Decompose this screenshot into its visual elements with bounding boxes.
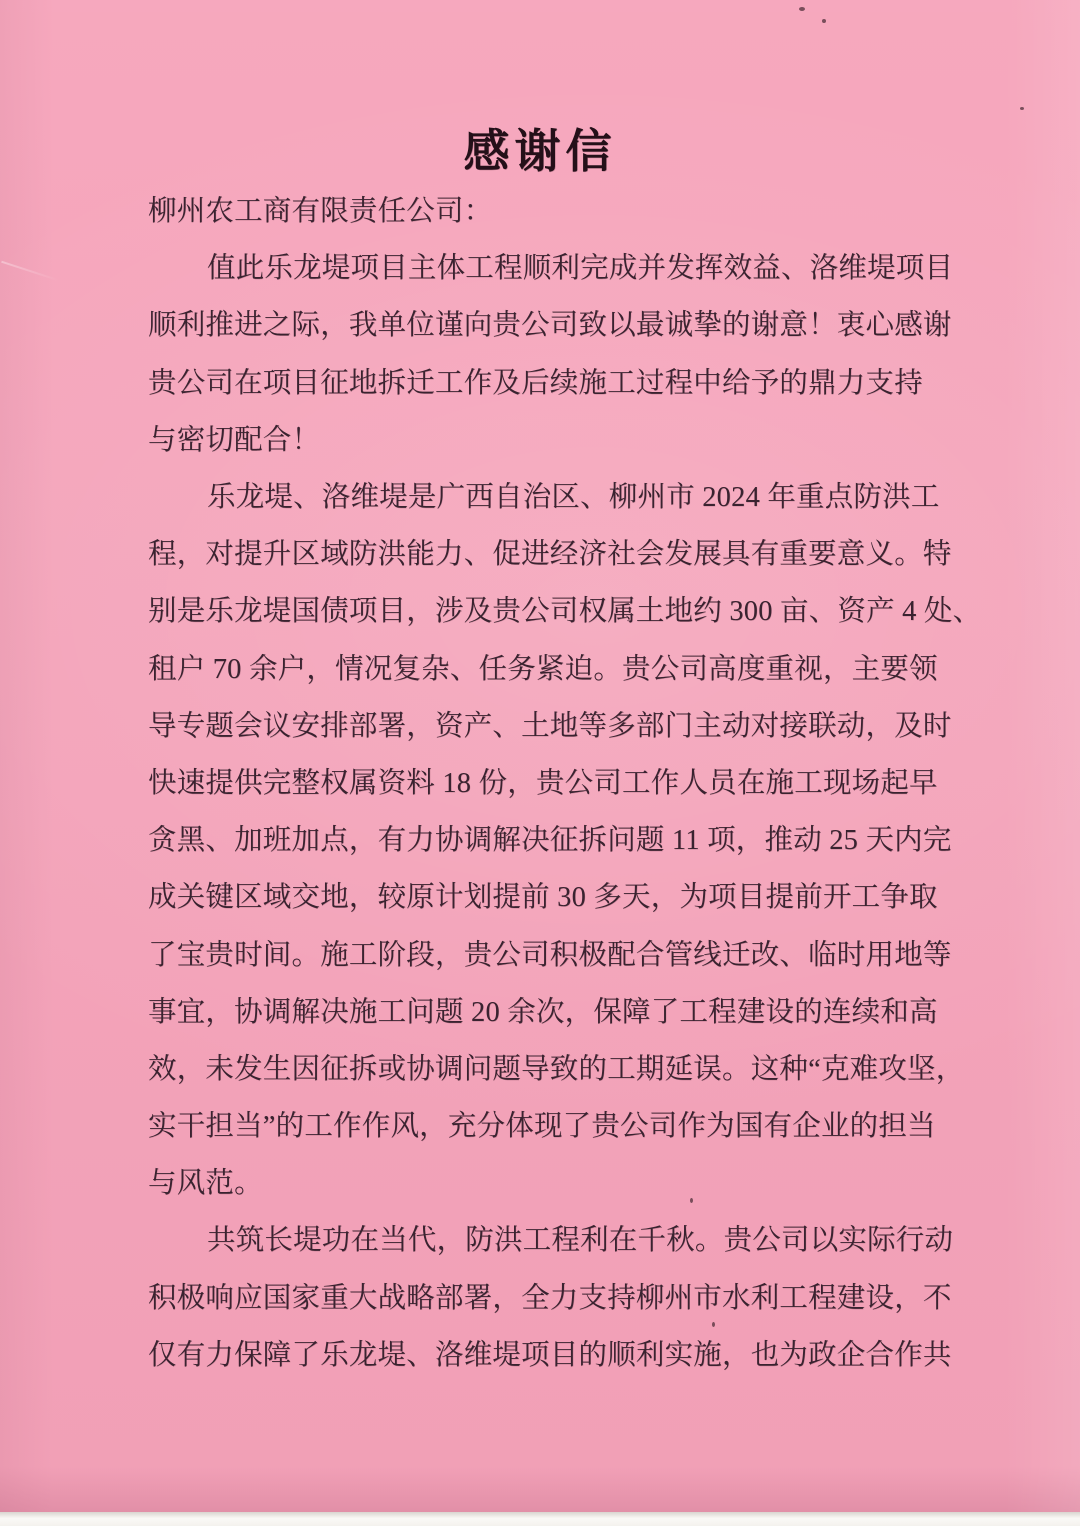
- letter-line: 快速提供完整权属资料 18 份，贵公司工作人员在施工现场起早: [148, 767, 938, 799]
- letter-line: 乐龙堤、洛维堤是广西自治区、柳州市 2024 年重点防洪工: [207, 482, 940, 514]
- letter-line: 与密切配合！: [148, 424, 321, 456]
- scan-speck: [712, 1322, 715, 1327]
- letter-line: 积极响应国家重大战略部署，全力支持柳州市水利工程建设，不: [148, 1282, 952, 1314]
- scan-speck: [1020, 107, 1024, 110]
- letter-line: 租户 70 余户，情况复杂、任务紧迫。贵公司高度重视，主要领: [148, 653, 938, 685]
- letter-line: 效，未发生因征拆或协调问题导致的工期延误。这种“克难攻坚，: [148, 1053, 965, 1085]
- scan-edge-strip: [0, 1512, 1080, 1526]
- salutation-line: 柳州农工商有限责任公司：: [148, 196, 493, 228]
- scan-speck: [690, 1198, 693, 1203]
- letter-title: 感谢信: [463, 125, 617, 177]
- scan-speck: [822, 19, 826, 23]
- letter-line: 共筑长堤功在当代，防洪工程利在千秋。贵公司以实际行动: [207, 1225, 954, 1257]
- paper-crease: [1, 261, 59, 281]
- letter-line: 顺利推进之际，我单位谨向贵公司致以最诚挚的谢意！衷心感谢: [148, 310, 952, 342]
- letter-line: 贪黑、加班加点，有力协调解决征拆问题 11 项，推动 25 天内完: [148, 825, 952, 857]
- letter-body: [148, 180, 982, 1381]
- letter-line: 成关键区域交地，较原计划提前 30 多天，为项目提前开工争取: [148, 882, 938, 914]
- scan-speck: [799, 7, 805, 11]
- letter-line: 实干担当”的工作作风，充分体现了贵公司作为国有企业的担当: [148, 1111, 936, 1143]
- letter-line: 程，对提升区域防洪能力、促进经济社会发展具有重要意义。特: [148, 539, 952, 571]
- letter-line: 了宝贵时间。施工阶段，贵公司积极配合管线迁改、临时用地等: [148, 939, 952, 971]
- letter-line: 事宜，协调解决施工问题 20 余次，保障了工程建设的连续和高: [148, 996, 938, 1028]
- letter-line: 值此乐龙堤项目主体工程顺利完成并发挥效益、洛维堤项目: [207, 253, 954, 285]
- letter-line: 仅有力保障了乐龙堤、洛维堤项目的顺利实施，也为政企合作共: [148, 1339, 952, 1371]
- letter-line: 贵公司在项目征地拆迁工作及后续施工过程中给予的鼎力支持: [148, 367, 923, 399]
- letter-line: 别是乐龙堤国债项目，涉及贵公司权属土地约 300 亩、资产 4 处、: [148, 596, 982, 628]
- letter-line: 导专题会议安排部署，资产、土地等多部门主动对接联动，及时: [148, 710, 952, 742]
- letter-line: 与风范。: [148, 1168, 263, 1200]
